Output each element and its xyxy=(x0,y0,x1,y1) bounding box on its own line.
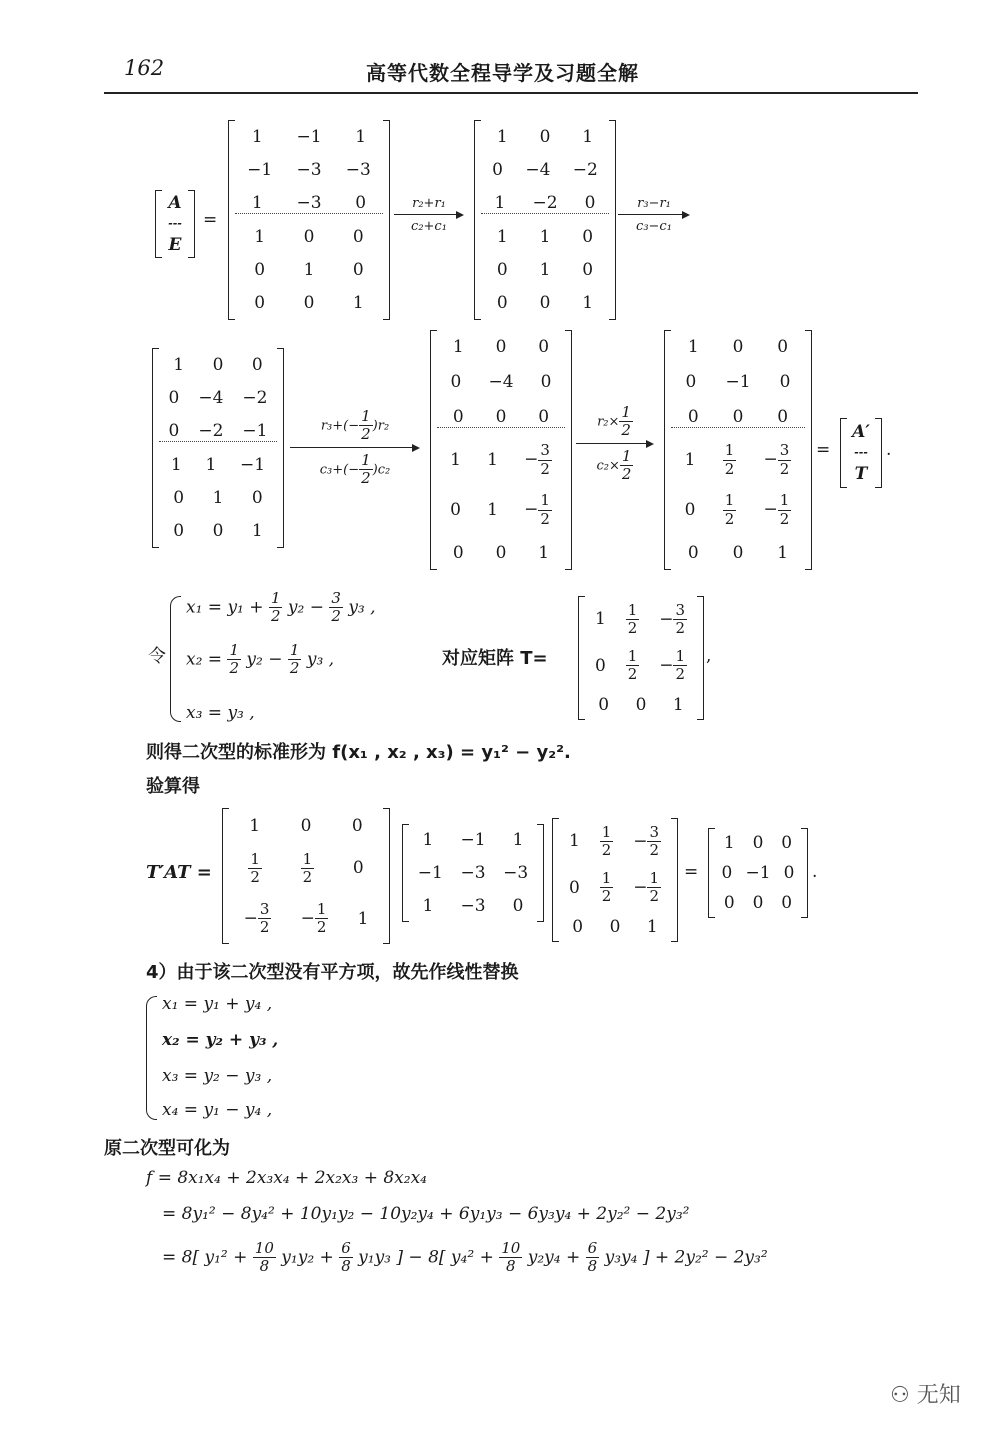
m4-row: 1 1 − $\frac{3}{2}$ xyxy=(450,441,550,478)
matrix-cell: 1 xyxy=(422,830,434,851)
m5-row: 0 1 2 − $\frac{1}{2}$ xyxy=(684,491,790,528)
matrix-cell: 0 xyxy=(584,192,596,213)
matrix-row xyxy=(159,455,277,475)
equals-3: = xyxy=(684,862,699,882)
equals-2: = xyxy=(816,440,831,460)
matrix-cell: −2 xyxy=(572,159,598,180)
matrix-cell: 0 xyxy=(251,488,263,509)
matrix-cell: −3 xyxy=(460,862,486,883)
lhs-block-AE: A --- E xyxy=(155,190,195,258)
matrix-row xyxy=(481,193,609,214)
T-row: 0 0 1 xyxy=(598,694,684,715)
matrix-cell: −4 xyxy=(525,159,551,180)
subst2-eq1: x₁ = y₁ + y₄ , xyxy=(162,994,273,1014)
T-row: 1 1 2 − $\frac{3}{2}$ xyxy=(594,600,686,637)
matrix-cell: 1 xyxy=(254,227,266,248)
subst1-eq3: x₃ = y₃ , xyxy=(186,703,255,723)
matrix-m4 xyxy=(430,330,572,570)
comma-T: , xyxy=(706,646,712,666)
matrix-cell: 0 xyxy=(496,260,508,281)
matrix-row xyxy=(715,893,801,913)
matrix-cell: 0 xyxy=(173,488,185,509)
matrix-cell: 0 xyxy=(254,293,266,314)
Tt-row: − $\frac{3}{2}$ − $\frac{1}{2}$ 1 xyxy=(243,900,369,937)
matrix-cell: 1 xyxy=(512,830,524,851)
matrix-cell: 0 xyxy=(582,260,594,281)
matrix-cell: 0 xyxy=(752,833,764,853)
matrix-row xyxy=(481,227,609,247)
m4-row: 0 1 − $\frac{1}{2}$ xyxy=(450,491,550,528)
matrix-cell: −1 xyxy=(460,830,486,851)
matrix-cell: 1 xyxy=(303,260,315,281)
matrix-row xyxy=(409,896,537,916)
reduce-label: 原二次型可化为 xyxy=(104,1138,230,1159)
matrix-cell: 0 xyxy=(539,126,551,147)
T-row: 1 1 2 − $\frac{3}{2}$ xyxy=(568,822,660,859)
page-number: 162 xyxy=(124,56,165,80)
matrix-row xyxy=(481,260,609,280)
matrix-cell: 0 xyxy=(212,354,224,375)
subst1-eq2: x₂ = $\frac{1}{2}$ y₂ − $\frac{1}{2}$ y₃ , xyxy=(186,641,335,678)
T-row: 0 1 2 − $\frac{1}{2}$ xyxy=(568,869,660,906)
subst2-eq4: x₄ = y₁ − y₄ , xyxy=(162,1100,273,1120)
matrix-cell: −3 xyxy=(296,159,322,180)
Tt-row: 1 0 0 xyxy=(249,815,363,836)
subst2-eq3: x₃ = y₂ − y₃ , xyxy=(162,1066,273,1086)
matrix-row xyxy=(409,863,537,883)
matrix-cell: −3 xyxy=(296,192,322,213)
m4-row: 0 −4 0 xyxy=(450,371,552,392)
matrix-cell: −1 xyxy=(247,159,273,180)
arrow-op3: r₃+(− $\frac{1}{2}$ )r₂ c₃+(− $\frac{1}{2}$ )c₂ xyxy=(290,408,420,487)
subst1-eq1: x₁ = y₁ + $\frac{1}{2}$ y₂ − $\frac{3}{2}$ y₃ , xyxy=(186,589,376,626)
matrix-cell: 0 xyxy=(496,293,508,314)
matrix-cell: 0 xyxy=(721,863,733,883)
matrix-m5 xyxy=(664,330,812,570)
brace-2 xyxy=(146,996,157,1120)
matrix-cell: 0 xyxy=(173,521,185,542)
matrix-cell: 0 xyxy=(781,893,793,913)
matrix-cell: 1 xyxy=(173,354,185,375)
period-2: . xyxy=(812,862,818,882)
matrix-cell: 1 xyxy=(251,192,263,213)
m5-row: 0 0 0 xyxy=(671,407,805,428)
book-title: 高等代数全程导学及习题全解 xyxy=(366,61,639,85)
matrix-cell: 1 xyxy=(723,833,735,853)
matrix-cell: 0 xyxy=(254,260,266,281)
m4-row: 0 0 0 xyxy=(437,407,565,428)
matrix-row xyxy=(235,160,383,180)
m5-row: 0 0 1 xyxy=(687,542,789,563)
matrix-cell: 1 xyxy=(205,455,217,476)
watermark: ⚇ 无知 xyxy=(890,1383,961,1408)
matrix-cell: −2 xyxy=(532,192,558,213)
m4-row: 1 0 0 xyxy=(452,337,550,358)
f-line-2: = 8y₁² − 8y₄² + 10y₁y₂ − 10y₂y₄ + 6y₁y₃ − 6y₃y₄ + 2y₂² − 2y₃² xyxy=(162,1204,690,1224)
arrow-op1: r₂+r₁ c₂+c₁ xyxy=(394,196,464,234)
matrix-cell: −1 xyxy=(745,863,771,883)
matrix-row xyxy=(235,293,383,313)
subst2-eq2: x₂ = y₂ + y₃ , xyxy=(162,1030,279,1050)
verify-lhs: T′AT = xyxy=(146,862,212,883)
f-line-1: f = 8x₁x₄ + 2x₃x₄ + 2x₂x₃ + 8x₂x₄ xyxy=(146,1168,427,1188)
matrix-row xyxy=(159,355,277,375)
matrix-cell: 0 xyxy=(352,227,364,248)
matrix-T-transpose xyxy=(222,808,390,944)
matrix-cell: 0 xyxy=(723,893,735,913)
matrix-cell: 0 xyxy=(539,293,551,314)
matrix-cell: 0 xyxy=(303,293,315,314)
matrix-cell: −3 xyxy=(345,159,371,180)
matrix-cell: 0 xyxy=(781,833,793,853)
item-4: 4）由于该二次型没有平方项，故先作线性替换 xyxy=(146,962,519,983)
matrix-row xyxy=(409,830,537,850)
matrix-row xyxy=(481,127,609,147)
matrix-cell: 1 xyxy=(496,126,508,147)
matrix-m3 xyxy=(152,348,284,548)
matrix-row xyxy=(235,127,383,147)
matrix-row xyxy=(715,833,801,853)
matrix-m1 xyxy=(228,120,390,320)
matrix-result xyxy=(708,828,808,918)
verify-label: 验算得 xyxy=(146,776,200,797)
arrow-op2: r₃−r₁ c₃−c₁ xyxy=(618,196,690,234)
matrix-row xyxy=(159,388,277,408)
matrix-cell: 1 xyxy=(212,488,224,509)
matrix-row xyxy=(481,293,609,313)
matrix-cell: 1 xyxy=(355,126,367,147)
matrix-cell: 1 xyxy=(539,260,551,281)
matrix-cell: −2 xyxy=(198,420,224,441)
matrix-cell: 1 xyxy=(422,895,434,916)
m5-row: 1 1 2 − $\frac{3}{2}$ xyxy=(684,441,790,478)
equals-1: = xyxy=(203,210,218,230)
matrix-row xyxy=(159,421,277,442)
matrix-cell: 0 xyxy=(492,159,503,180)
matrix-cell: 1 xyxy=(251,521,263,542)
matrix-cell: 1 xyxy=(170,455,182,476)
m5-row: 0 −1 0 xyxy=(685,371,791,392)
matrix-row xyxy=(715,863,801,883)
matrix-m2 xyxy=(474,120,616,320)
matrix-cell: 1 xyxy=(494,192,506,213)
standard-form: 则得二次型的标准形为 f(x₁ , x₂ , x₃) = y₁² − y₂². xyxy=(146,742,571,763)
matrix-cell: 0 xyxy=(752,893,764,913)
T-row: 0 0 1 xyxy=(572,916,658,937)
matrix-cell: 1 xyxy=(539,227,551,248)
matrix-row xyxy=(481,160,609,180)
ling-label: 令 xyxy=(148,646,166,667)
matrix-cell: −1 xyxy=(242,420,268,441)
brace-1 xyxy=(170,596,181,722)
T-row: 0 1 2 − $\frac{1}{2}$ xyxy=(594,647,686,684)
matrix-cell: −3 xyxy=(503,862,529,883)
f-line-3: = 8[ y₁² + $\frac{10}{8}$ y₁y₂ + $\frac{6}{8}$ y₁y₃ ] − 8[ y₄² + $\frac{10}{8}$ y₂y₄ + $\frac{6}{8}$ y₃y₄ ] + 2y₂² − 2y₃² xyxy=(162,1239,768,1276)
matrix-row xyxy=(235,227,383,247)
matrix-cell: −1 xyxy=(240,455,266,476)
matrix-T xyxy=(578,596,704,720)
matrix-cell: 1 xyxy=(352,293,364,314)
matrix-row xyxy=(159,521,277,541)
Tt-row: 1 2 1 2 0 xyxy=(250,849,364,886)
matrix-cell: 1 xyxy=(496,227,508,248)
matrix-row xyxy=(235,260,383,280)
matrix-cell: 0 xyxy=(303,227,315,248)
matrix-A xyxy=(402,824,544,922)
matrix-cell: −1 xyxy=(417,862,443,883)
wechat-icon: ⚇ xyxy=(890,1383,917,1408)
m4-row: 0 0 1 xyxy=(452,542,550,563)
matrix-cell: −3 xyxy=(460,895,486,916)
matrix-row xyxy=(159,488,277,508)
period-1: . xyxy=(886,440,892,460)
matrix-cell: 1 xyxy=(582,126,594,147)
matrix-T-label: 对应矩阵 T= xyxy=(442,648,548,669)
matrix-cell: 0 xyxy=(512,895,524,916)
header-rule xyxy=(104,92,918,94)
matrix-cell: 0 xyxy=(212,521,224,542)
matrix-cell: 0 xyxy=(582,227,594,248)
matrix-cell: 0 xyxy=(355,192,367,213)
matrix-cell: 0 xyxy=(168,420,180,441)
matrix-cell: 0 xyxy=(168,387,180,408)
matrix-cell: 0 xyxy=(352,260,364,281)
matrix-cell: 0 xyxy=(251,354,263,375)
arrow-op4: r₂× $\frac{1}{2}$ c₂× $\frac{1}{2}$ xyxy=(576,404,654,483)
matrix-T-2 xyxy=(552,818,678,942)
matrix-cell: 1 xyxy=(582,293,594,314)
rhs-block-AT: A′ --- T xyxy=(840,418,882,488)
m5-row: 1 0 0 xyxy=(687,337,789,358)
matrix-cell: −1 xyxy=(296,126,322,147)
matrix-cell: −4 xyxy=(198,387,224,408)
matrix-row xyxy=(235,193,383,214)
matrix-cell: −2 xyxy=(242,387,268,408)
matrix-cell: 0 xyxy=(783,863,795,883)
matrix-cell: 1 xyxy=(251,126,263,147)
